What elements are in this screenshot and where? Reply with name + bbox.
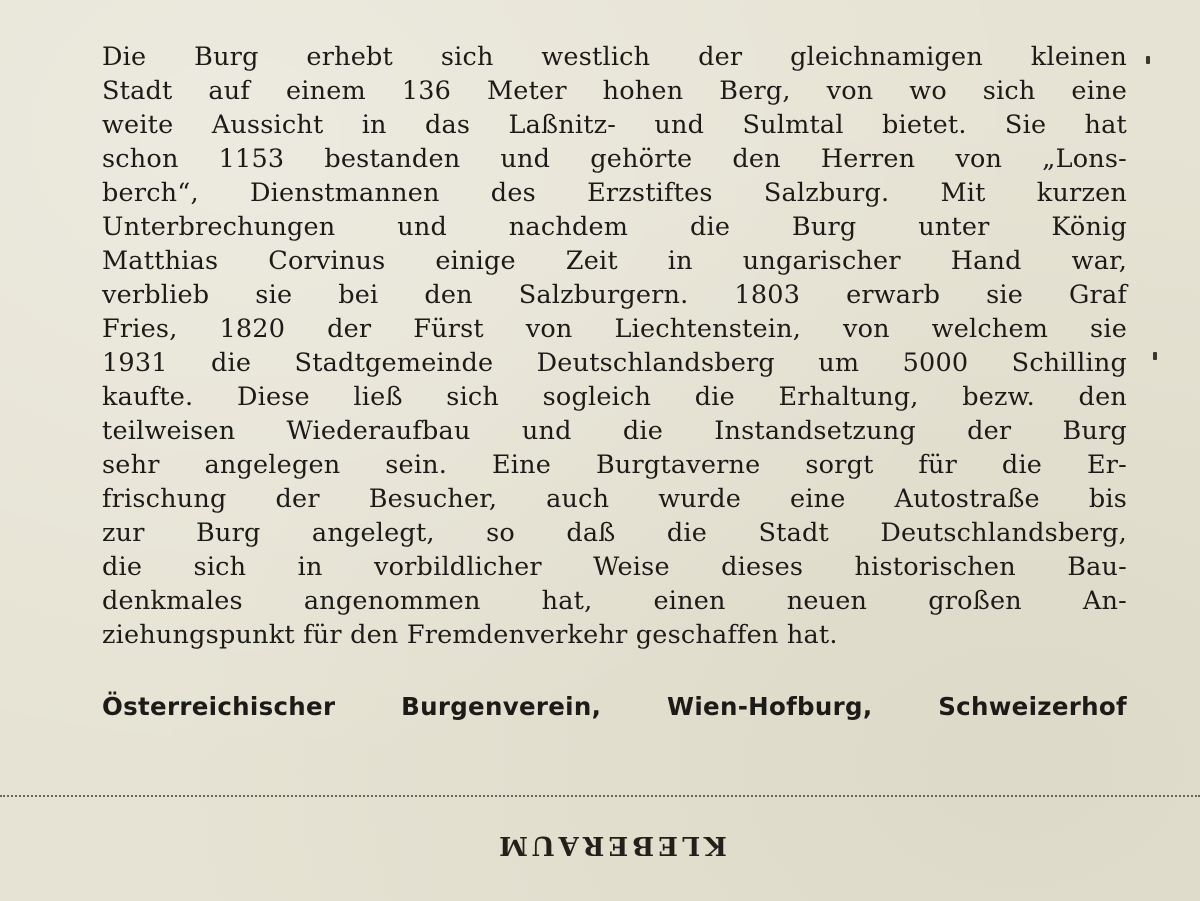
text-line: Fries, 1820 der Fürst von Liechtenstein, von welchem sie	[102, 314, 1127, 344]
text-line: schon 1153 bestanden und gehörte den Herren von „Lons-	[102, 144, 1127, 174]
description-text	[102, 40, 1127, 652]
text-line: frischung der Besucher, auch wurde eine Autostraße bis	[102, 484, 1127, 514]
text-line: zur Burg angelegt, so daß die Stadt Deutschlandsberg,	[102, 518, 1127, 548]
text-line: sehr angelegen sein. Eine Burgtaverne sorgt für die Er-	[102, 450, 1127, 480]
text-line: Matthias Corvinus einige Zeit in ungarischer Hand war,	[102, 246, 1127, 276]
text-line: berch“, Dienstmannen des Erzstiftes Salzburg. Mit kurzen	[102, 178, 1127, 208]
text-line: weite Aussicht in das Laßnitz- und Sulmtal bietet. Sie hat	[102, 110, 1127, 140]
text-line: Die Burg erhebt sich westlich der gleichnamigen kleinen	[102, 42, 1127, 72]
text-line: 1931 die Stadtgemeinde Deutschlandsberg um 5000 Schilling	[102, 348, 1127, 378]
text-line: denkmales angenommen hat, einen neuen großen An-	[102, 586, 1127, 616]
text-line: Unterbrechungen und nachdem die Burg unter König	[102, 212, 1127, 242]
text-line: verblieb sie bei den Salzburgern. 1803 erwarb sie Graf	[102, 280, 1127, 310]
edge-speck	[1153, 352, 1157, 360]
publisher-credit: Österreichischer Burgenverein, Wien-Hofburg, Schweizerhof	[102, 692, 1127, 721]
text-line: ziehungspunkt für den Fremdenverkehr geschaffen hat.	[102, 620, 838, 650]
text-line: Stadt auf einem 136 Meter hohen Berg, von wo sich eine	[102, 76, 1127, 106]
glue-area-label: KLEBERAUM	[495, 830, 727, 860]
text-line: teilweisen Wiederaufbau und die Instandsetzung der Burg	[102, 416, 1127, 446]
edge-speck	[1146, 56, 1150, 64]
text-line: kaufte. Diese ließ sich sogleich die Erhaltung, bezw. den	[102, 382, 1127, 412]
text-line: die sich in vorbildlicher Weise dieses historischen Bau-	[102, 552, 1127, 582]
